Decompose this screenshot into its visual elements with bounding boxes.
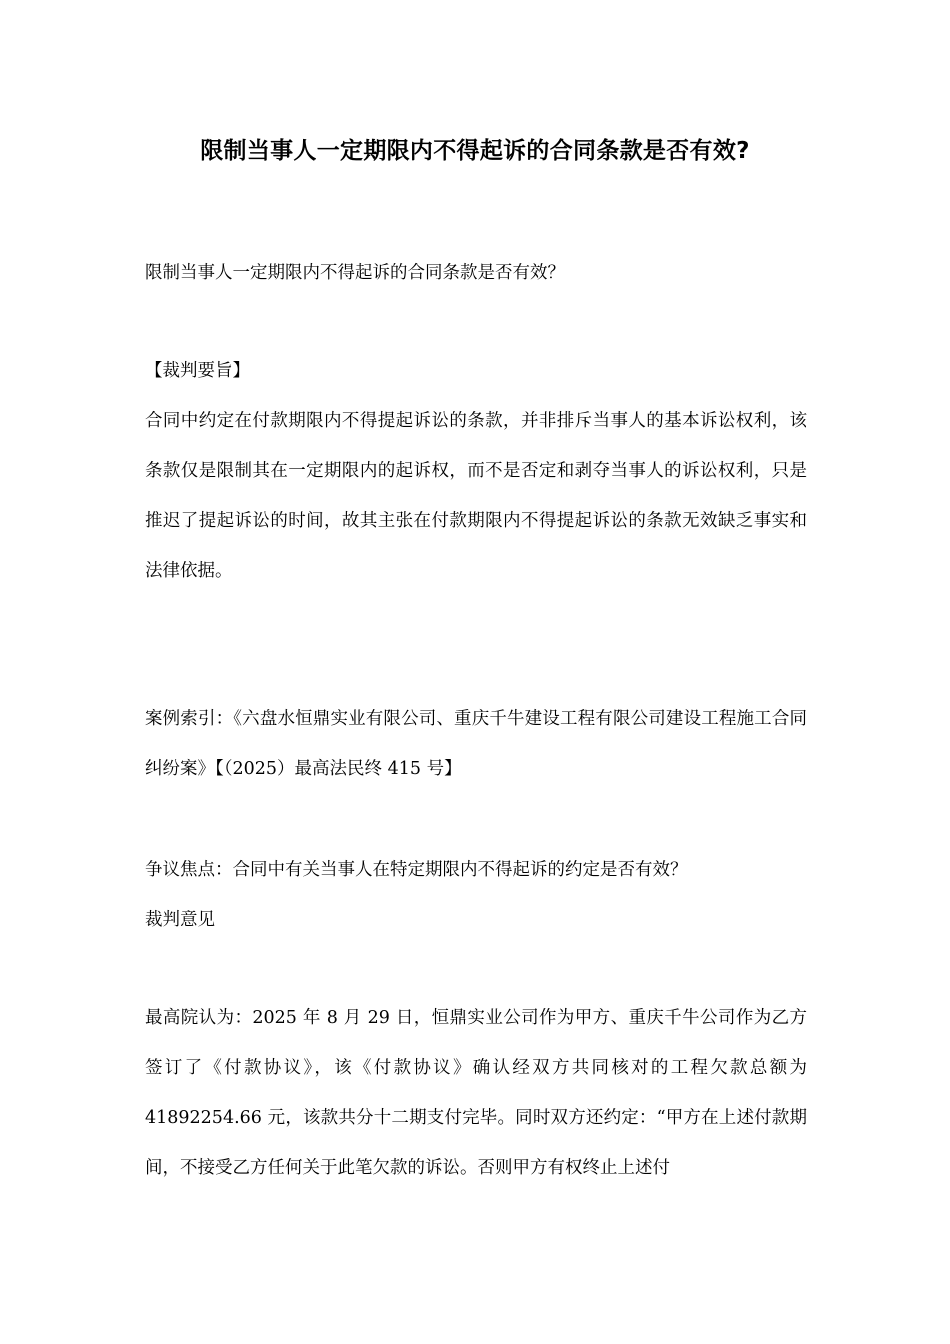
court-opinion-paragraph: 最高院认为：2025 年 8 月 29 日，恒鼎实业公司作为甲方、重庆千牛公司作为乙方签订了《付款协议》，该《付款协议》确认经双方共同核对的工程欠款总额为 41892254.66 元，该款共分十二期支付完毕。同时双方还约定：“甲方在上述付款期间，不接受乙方任何关于此笔欠款的诉讼。否则甲方有权终止上述付 (145, 1008, 807, 1178)
document-title: 限制当事人一定期限内不得起诉的合同条款是否有效? (200, 138, 750, 164)
ruling-summary-paragraph: 合同中约定在付款期限内不得提起诉讼的条款，并非排斥当事人的基本诉讼权利，该条款仅是限制其在一定期限内的起诉权，而不是否定和剥夺当事人的诉讼权利，只是推迟了提起诉讼的时间，故其主张在付款期限内不得提起诉讼的条款无效缺乏事实和法律依据。 (145, 411, 807, 581)
case-index-paragraph: 案例索引：《六盘水恒鼎实业有限公司、重庆千牛建设工程有限公司建设工程施工合同纠纷案》【（2025）最高法民终 415 号】 (145, 709, 807, 779)
dispute-focus-paragraph: 争议焦点：合同中有关当事人在特定期限内不得起诉的约定是否有效？ (145, 860, 688, 880)
opinion-heading: 裁判意见 (145, 910, 215, 930)
ruling-heading: 【裁判要旨】 (145, 361, 250, 381)
subtitle-paragraph: 限制当事人一定期限内不得起诉的合同条款是否有效？ (145, 263, 565, 283)
